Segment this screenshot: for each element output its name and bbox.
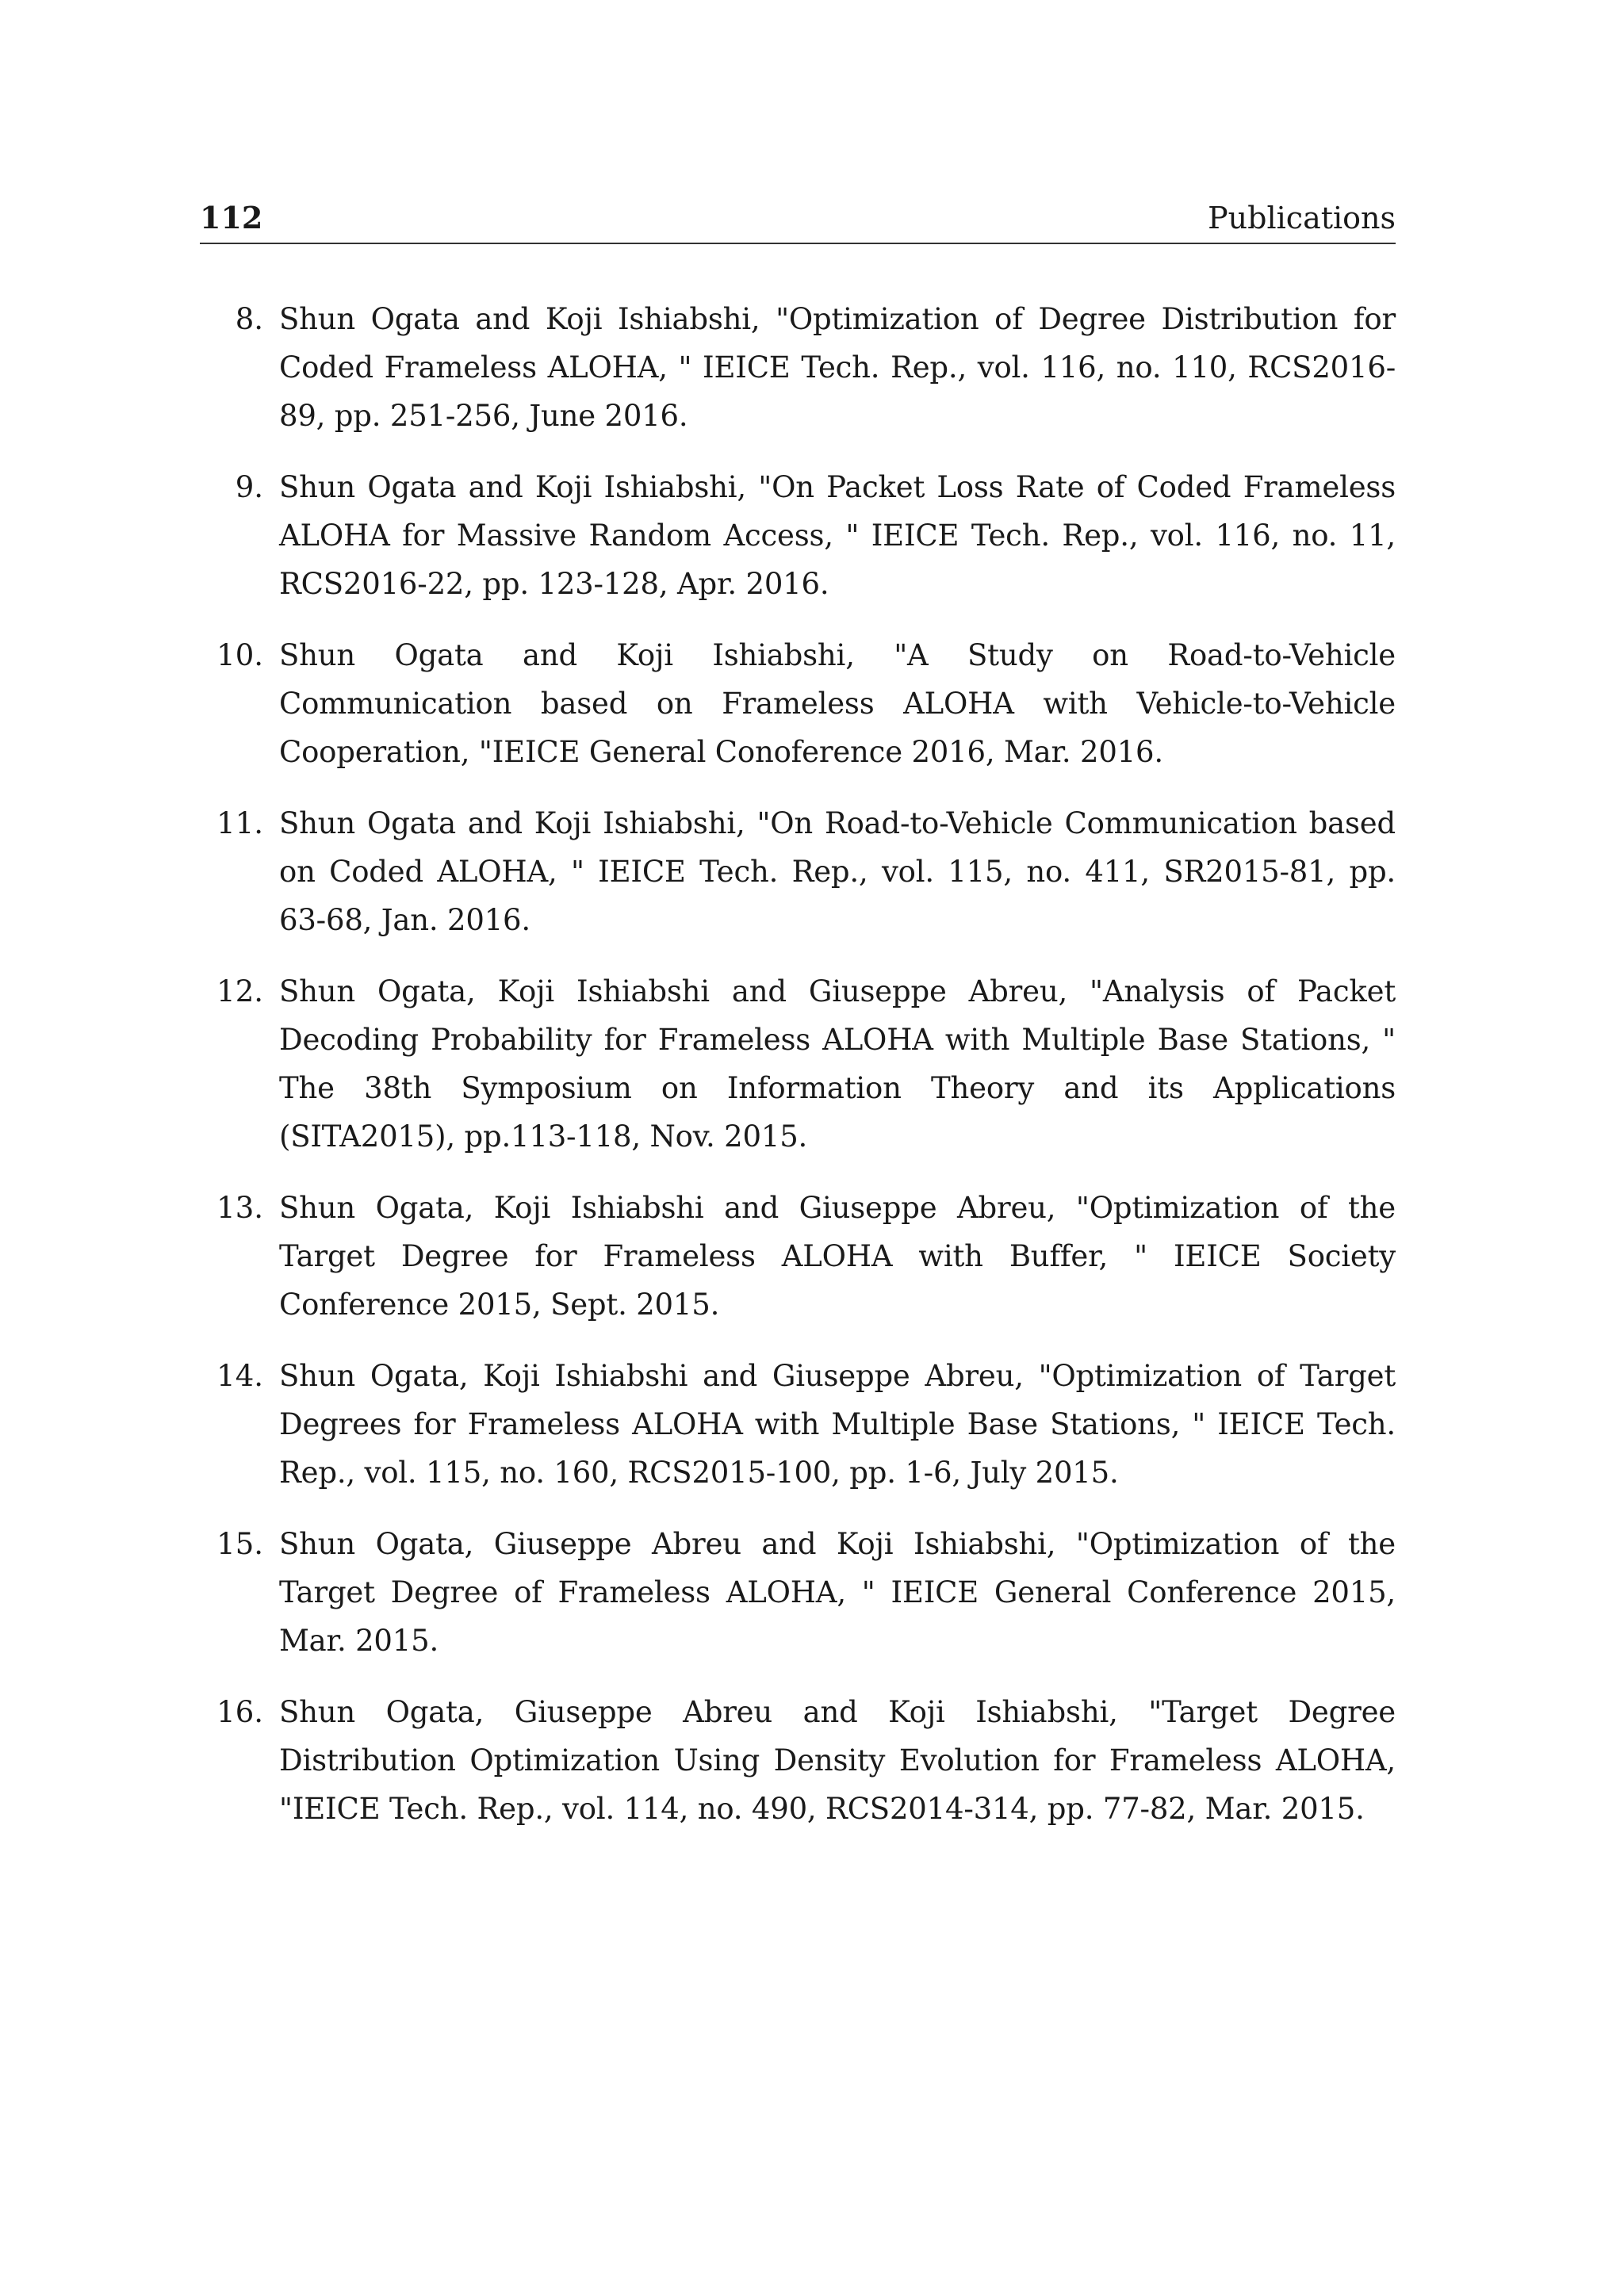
reference-number: 13. — [216, 1191, 263, 1225]
reference-entry-12 — [200, 967, 1396, 1161]
reference-number: 9. — [235, 470, 263, 504]
reference-text: Shun Ogata, Koji Ishiabshi and Giuseppe Abreu, "Optimization of Target Degrees for Frameless ALOHA with Multiple Base Stations, " IEICE Tech. Rep., vol. 115, no. 160, RCS2015-100, pp. 1-6, July 2015. — [279, 1359, 1396, 1490]
reference-number: 12. — [216, 974, 263, 1008]
reference-text: Shun Ogata and Koji Ishiabshi, "Optimization of Degree Distribution for Coded Frameless ALOHA, " IEICE Tech. Rep., vol. 116, no. 110, RCS2016-89, pp. 251-256, June 2016. — [279, 302, 1396, 433]
reference-number: 16. — [216, 1695, 263, 1729]
reference-number: 11. — [216, 806, 263, 840]
reference-text: Shun Ogata and Koji Ishiabshi, "A Study on Road-to-Vehicle Communication based on Frameless ALOHA with Vehicle-to-Vehicle Cooperation, "IEICE General Conoference 2016, Mar. 2016. — [279, 638, 1396, 769]
reference-entry-8 — [200, 295, 1396, 440]
reference-text: Shun Ogata and Koji Ishiabshi, "On Road-to-Vehicle Communication based on Coded ALOHA, " IEICE Tech. Rep., vol. 115, no. 411, SR2015-81, pp. 63-68, Jan. 2016. — [279, 806, 1396, 937]
reference-text: Shun Ogata, Giuseppe Abreu and Koji Ishiabshi, "Optimization of the Target Degree of Frameless ALOHA, " IEICE General Conference 2015, Mar. 2015. — [279, 1527, 1396, 1658]
reference-entry-13 — [200, 1184, 1396, 1329]
reference-entry-16 — [200, 1688, 1396, 1833]
reference-entry-10 — [200, 631, 1396, 776]
reference-number: 8. — [235, 302, 263, 336]
reference-entry-9 — [200, 463, 1396, 608]
running-title: Publications — [1208, 201, 1396, 235]
reference-entry-14 — [200, 1352, 1396, 1497]
reference-text: Shun Ogata, Koji Ishiabshi and Giuseppe Abreu, "Analysis of Packet Decoding Probability for Frameless ALOHA with Multiple Base Stations, " The 38th Symposium on Information Theory and its Applications (SITA2015), pp.113-118, Nov. 2015. — [279, 974, 1396, 1154]
reference-text: Shun Ogata, Koji Ishiabshi and Giuseppe Abreu, "Optimization of the Target Degree for Frameless ALOHA with Buffer, " IEICE Society Conference 2015, Sept. 2015. — [279, 1191, 1396, 1322]
reference-number: 10. — [216, 638, 263, 672]
reference-number: 14. — [216, 1359, 263, 1393]
page-number: 112 — [200, 200, 263, 235]
reference-entry-15 — [200, 1520, 1396, 1665]
reference-text: Shun Ogata and Koji Ishiabshi, "On Packet Loss Rate of Coded Frameless ALOHA for Massive Random Access, " IEICE Tech. Rep., vol. 116, no. 11, RCS2016-22, pp. 123-128, Apr. 2016. — [279, 470, 1396, 601]
reference-number: 15. — [216, 1527, 263, 1561]
reference-text: Shun Ogata, Giuseppe Abreu and Koji Ishiabshi, "Target Degree Distribution Optimization Using Density Evolution for Frameless ALOHA, "IEICE Tech. Rep., vol. 114, no. 490, RCS2014-314, pp. 77-82, Mar. 2015. — [279, 1695, 1396, 1826]
running-header — [200, 197, 1396, 244]
reference-entry-11 — [200, 799, 1396, 944]
reference-list — [200, 295, 1396, 1856]
